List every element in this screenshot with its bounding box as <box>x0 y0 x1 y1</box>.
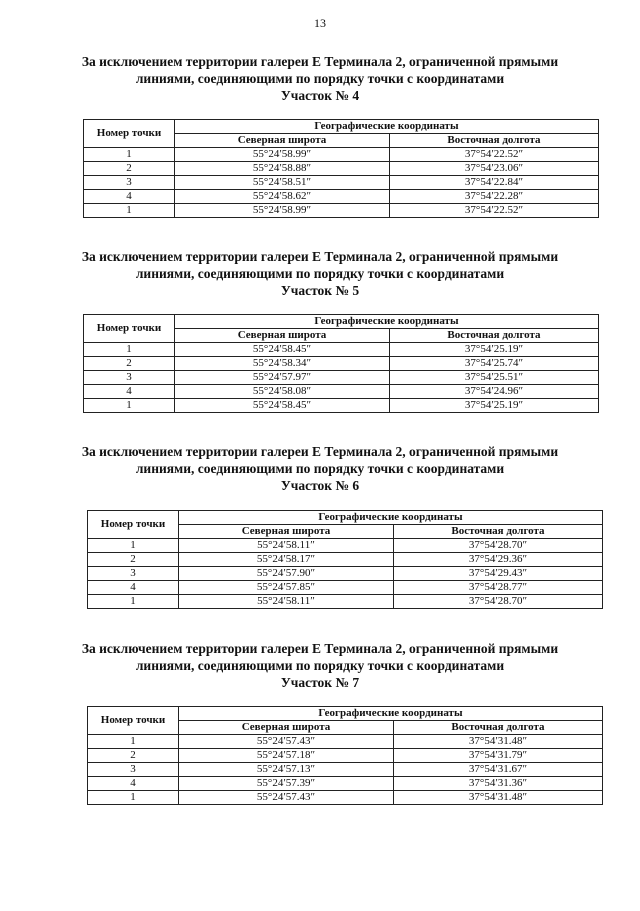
table-row <box>88 567 603 581</box>
longitude-cell: 37°54′24.96″ <box>390 385 599 399</box>
table-row <box>88 749 603 763</box>
longitude-cell: 37°54′31.48″ <box>394 735 603 749</box>
point-number-cell: 1 <box>84 204 175 218</box>
heading-line: линиями, соединяющими по порядку точки с координатами <box>135 461 505 476</box>
latitude-cell: 55°24′58.11″ <box>179 539 394 553</box>
table-row <box>84 343 599 357</box>
table-row <box>88 595 603 609</box>
page-number: 13 <box>314 16 326 30</box>
table-row <box>84 148 599 162</box>
longitude-cell: 37°54′29.43″ <box>394 567 603 581</box>
plot-title: Участок № 4 <box>280 88 360 103</box>
latitude-cell: 55°24′57.39″ <box>179 777 394 791</box>
longitude-cell: 37°54′31.36″ <box>394 777 603 791</box>
latitude-cell: 55°24′57.13″ <box>179 763 394 777</box>
latitude-cell: 55°24′58.17″ <box>179 553 394 567</box>
table-row <box>88 777 603 791</box>
heading-line: линиями, соединяющими по порядку точки с координатами <box>135 71 505 86</box>
north-lat-header: Северная широта <box>179 525 394 539</box>
heading-line: линиями, соединяющими по порядку точки с координатами <box>135 658 505 673</box>
longitude-cell: 37°54′25.74″ <box>390 357 599 371</box>
latitude-cell: 55°24′58.99″ <box>175 204 390 218</box>
longitude-cell: 37°54′22.52″ <box>390 148 599 162</box>
point-number-header: Номер точки <box>88 707 179 735</box>
longitude-cell: 37°54′29.36″ <box>394 553 603 567</box>
longitude-cell: 37°54′25.51″ <box>390 371 599 385</box>
section-heading <box>0 640 640 691</box>
point-number-cell: 1 <box>88 735 179 749</box>
longitude-cell: 37°54′25.19″ <box>390 343 599 357</box>
east-lon-header: Восточная долгота <box>394 721 603 735</box>
east-lon-header: Восточная долгота <box>394 525 603 539</box>
section-heading <box>0 53 640 104</box>
table-row <box>88 791 603 805</box>
point-number-cell: 3 <box>88 763 179 777</box>
longitude-cell: 37°54′28.70″ <box>394 539 603 553</box>
latitude-cell: 55°24′58.08″ <box>175 385 390 399</box>
latitude-cell: 55°24′57.97″ <box>175 371 390 385</box>
point-number-cell: 1 <box>84 148 175 162</box>
east-lon-header: Восточная долгота <box>390 134 599 148</box>
point-number-cell: 4 <box>88 777 179 791</box>
longitude-cell: 37°54′31.48″ <box>394 791 603 805</box>
plot-title: Участок № 5 <box>280 283 360 298</box>
latitude-cell: 55°24′57.18″ <box>179 749 394 763</box>
coordinates-table <box>87 510 603 609</box>
longitude-cell: 37°54′28.77″ <box>394 581 603 595</box>
table-header-row <box>88 707 603 721</box>
point-number-cell: 2 <box>88 553 179 567</box>
heading-line: За исключением территории галереи Е Терминала 2, ограниченной прямыми <box>81 444 559 459</box>
section-heading <box>0 248 640 299</box>
point-number-cell: 1 <box>88 791 179 805</box>
table-row <box>88 553 603 567</box>
table-row <box>84 385 599 399</box>
point-number-cell: 1 <box>84 399 175 413</box>
plot-title: Участок № 6 <box>280 478 360 493</box>
table-row <box>84 357 599 371</box>
north-lat-header: Северная широта <box>175 329 390 343</box>
table-row <box>84 176 599 190</box>
point-number-header: Номер точки <box>84 315 175 343</box>
point-number-cell: 3 <box>84 176 175 190</box>
north-lat-header: Северная широта <box>179 721 394 735</box>
point-number-cell: 1 <box>84 343 175 357</box>
heading-line: линиями, соединяющими по порядку точки с координатами <box>135 266 505 281</box>
latitude-cell: 55°24′57.90″ <box>179 567 394 581</box>
north-lat-header: Северная широта <box>175 134 390 148</box>
latitude-cell: 55°24′58.88″ <box>175 162 390 176</box>
table-row <box>84 371 599 385</box>
latitude-cell: 55°24′58.51″ <box>175 176 390 190</box>
heading-line: За исключением территории галереи Е Терминала 2, ограниченной прямыми <box>81 249 559 264</box>
coordinates-table <box>83 119 599 218</box>
geo-coords-header: Географические координаты <box>175 315 599 329</box>
longitude-cell: 37°54′31.67″ <box>394 763 603 777</box>
point-number-cell: 2 <box>84 357 175 371</box>
latitude-cell: 55°24′58.62″ <box>175 190 390 204</box>
table-header-row <box>84 120 599 134</box>
point-number-cell: 4 <box>88 581 179 595</box>
table-row <box>88 539 603 553</box>
table-row <box>84 399 599 413</box>
longitude-cell: 37°54′23.06″ <box>390 162 599 176</box>
table-row <box>84 190 599 204</box>
point-number-cell: 4 <box>84 385 175 399</box>
geo-coords-header: Географические координаты <box>179 707 603 721</box>
longitude-cell: 37°54′22.84″ <box>390 176 599 190</box>
table-row <box>88 763 603 777</box>
east-lon-header: Восточная долгота <box>390 329 599 343</box>
latitude-cell: 55°24′58.45″ <box>175 343 390 357</box>
longitude-cell: 37°54′22.52″ <box>390 204 599 218</box>
heading-line: За исключением территории галереи Е Терминала 2, ограниченной прямыми <box>81 641 559 656</box>
plot-title: Участок № 7 <box>280 675 360 690</box>
longitude-cell: 37°54′22.28″ <box>390 190 599 204</box>
latitude-cell: 55°24′58.99″ <box>175 148 390 162</box>
latitude-cell: 55°24′58.34″ <box>175 357 390 371</box>
longitude-cell: 37°54′28.70″ <box>394 595 603 609</box>
table-row <box>84 204 599 218</box>
latitude-cell: 55°24′58.45″ <box>175 399 390 413</box>
latitude-cell: 55°24′57.43″ <box>179 735 394 749</box>
latitude-cell: 55°24′57.85″ <box>179 581 394 595</box>
point-number-cell: 2 <box>84 162 175 176</box>
geo-coords-header: Географические координаты <box>175 120 599 134</box>
geo-coords-header: Географические координаты <box>179 511 603 525</box>
point-number-cell: 3 <box>84 371 175 385</box>
heading-line: За исключением территории галереи Е Терминала 2, ограниченной прямыми <box>81 54 559 69</box>
point-number-cell: 4 <box>84 190 175 204</box>
coordinates-table <box>87 706 603 805</box>
table-header-row <box>88 511 603 525</box>
point-number-header: Номер точки <box>88 511 179 539</box>
point-number-cell: 2 <box>88 749 179 763</box>
table-header-row <box>84 315 599 329</box>
latitude-cell: 55°24′57.43″ <box>179 791 394 805</box>
longitude-cell: 37°54′25.19″ <box>390 399 599 413</box>
point-number-cell: 1 <box>88 539 179 553</box>
point-number-header: Номер точки <box>84 120 175 148</box>
table-row <box>88 735 603 749</box>
latitude-cell: 55°24′58.11″ <box>179 595 394 609</box>
point-number-cell: 3 <box>88 567 179 581</box>
table-row <box>88 581 603 595</box>
point-number-cell: 1 <box>88 595 179 609</box>
longitude-cell: 37°54′31.79″ <box>394 749 603 763</box>
table-row <box>84 162 599 176</box>
coordinates-table <box>83 314 599 413</box>
section-heading <box>0 443 640 494</box>
